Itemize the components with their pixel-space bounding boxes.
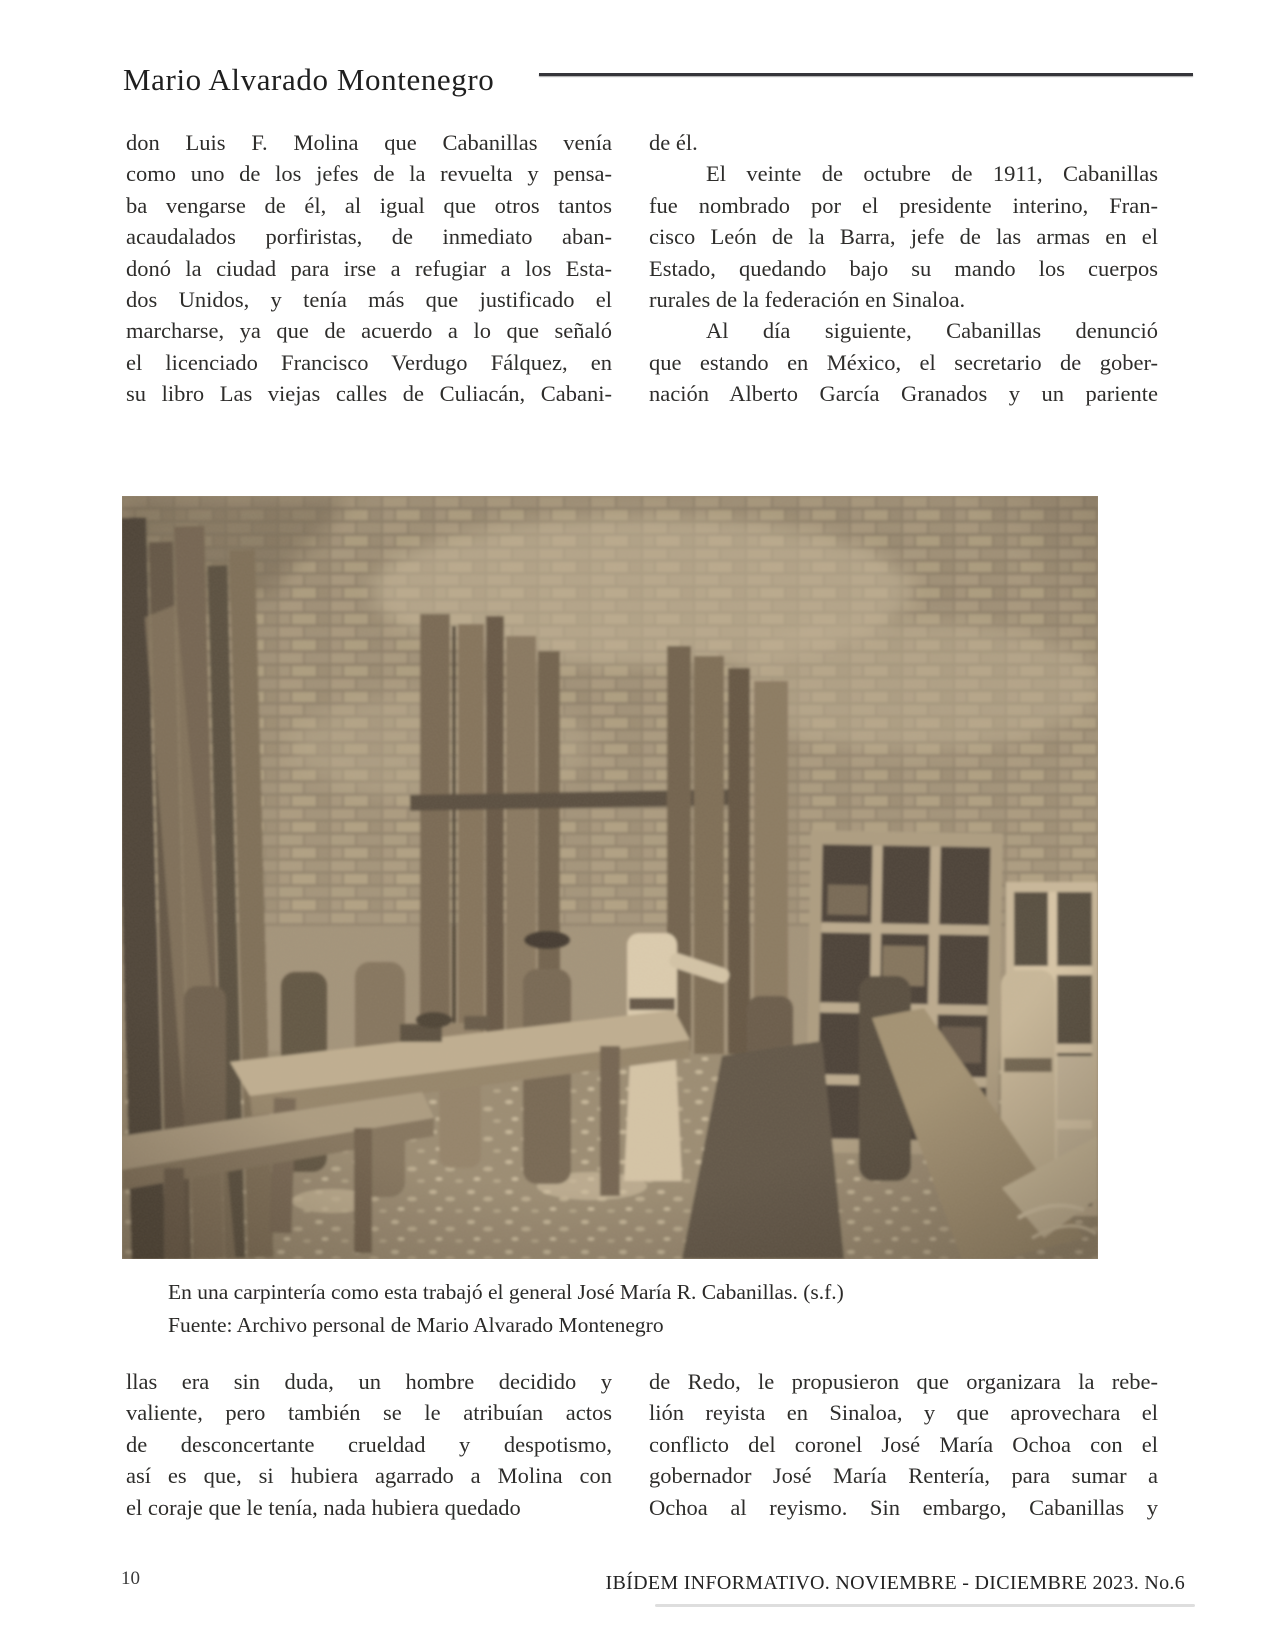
text-line: ba vengarse de él, al igual que otros tantos	[126, 192, 612, 218]
text-line: conflicto del coronel José María Ochoa con el	[649, 1431, 1158, 1457]
header-rule	[539, 73, 1193, 76]
figure-caption-line2: Fuente: Archivo personal de Mario Alvarado Montenegro	[168, 1313, 664, 1337]
text-line: don Luis F. Molina que Cabanillas venía	[126, 130, 612, 155]
text-line: El veinte de octubre de 1911, Cabanillas	[706, 161, 1158, 187]
text-line: de desconcertante crueldad y despotismo,	[126, 1431, 612, 1457]
figure-caption	[168, 1276, 1068, 1342]
text-line: de él.	[649, 130, 698, 155]
text-line: como uno de los jefes de la revuelta y pensa-	[126, 161, 612, 187]
text-line: de Redo, le propusieron que organizara la rebe-	[649, 1369, 1158, 1394]
text-line: acaudalados porfiristas, de inmediato aban-	[126, 224, 612, 250]
column-top-right	[649, 127, 1158, 410]
column-top-left	[126, 127, 612, 410]
text-line: Estado, quedando bajo su mando los cuerpos	[649, 255, 1158, 281]
text-line: valiente, pero también se le atribuían actos	[126, 1400, 612, 1426]
footer-journal-line: IBÍDEM INFORMATIVO. NOVIEMBRE - DICIEMBRE 2023. No.6	[605, 1572, 1185, 1594]
column-bottom-right	[649, 1366, 1158, 1523]
text-line: así es que, si hubiera agarrado a Molina con	[126, 1463, 612, 1489]
text-line: gobernador José María Rentería, para sumar a	[649, 1463, 1158, 1489]
figure-caption-line1: En una carpintería como esta trabajó el general José María R. Cabanillas. (s.f.)	[168, 1280, 844, 1304]
text-line: el coraje que le tenía, nada hubiera quedado	[126, 1494, 521, 1520]
column-bottom-left	[126, 1366, 612, 1523]
text-line: fue nombrado por el presidente interino, Fran-	[649, 192, 1158, 218]
text-line: Al día siguiente, Cabanillas denunció	[706, 318, 1158, 344]
text-line: marcharse, ya que de acuerdo a lo que señaló	[126, 318, 612, 344]
workshop-photo-illustration	[122, 496, 1098, 1259]
text-line: el licenciado Francisco Verdugo Fálquez, en	[126, 349, 612, 375]
text-line: lión reyista en Sinaloa, y que aprovechara el	[649, 1400, 1158, 1426]
text-line: nación Alberto García Granados y un pariente	[649, 381, 1158, 407]
text-line: donó la ciudad para irse a refugiar a los Esta-	[126, 255, 612, 281]
text-line: dos Unidos, y tenía más que justificado el	[126, 287, 612, 313]
author-header: Mario Alvarado Montenegro	[123, 62, 495, 97]
text-line: que estando en México, el secretario de gober-	[649, 349, 1158, 375]
page-number: 10	[121, 1568, 140, 1589]
text-line: cisco León de la Barra, jefe de las armas en el	[649, 224, 1158, 250]
text-line: su libro Las viejas calles de Culiacán, Cabani-	[126, 381, 612, 407]
footer-rule	[655, 1604, 1195, 1607]
workshop-photo	[122, 496, 1098, 1259]
text-line: rurales de la federación en Sinaloa.	[649, 287, 966, 313]
text-line: llas era sin duda, un hombre decidido y	[126, 1369, 612, 1394]
text-line: Ochoa al reyismo. Sin embargo, Cabanillas y	[649, 1494, 1158, 1520]
